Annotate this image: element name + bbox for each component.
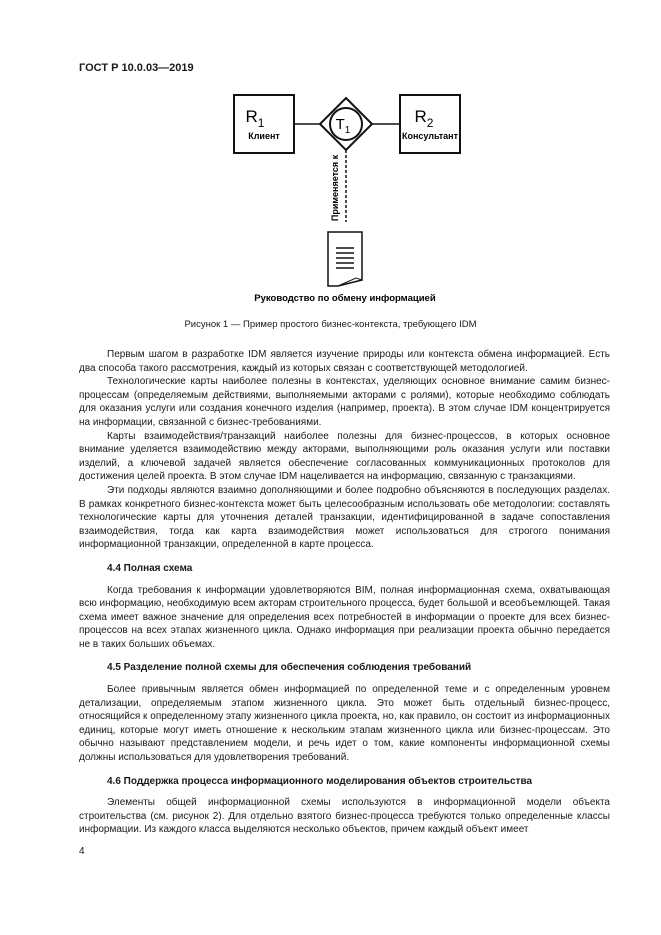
figure-1-diagram [0, 0, 661, 340]
paragraph: Технологические карты наиболее полезны в контекстах, уделяющих основное внимание самим бизнес-процессам (определяемым действиями, выполняемыми акторами с ролями), которые необходимо соблюдать для оказания услуги или создания конечного изделия (например, проекта). В этом случае IDM концентрируется на информации, связанной с бизнес-требованиями. [79, 376, 610, 428]
section-heading-4-6: 4.6 Поддержка процесса информационного моделирования объектов строительства [107, 775, 533, 787]
page-number: 4 [79, 846, 85, 857]
section-heading-4-5: 4.5 Разделение полной схемы для обеспечения соблюдения требований [107, 662, 472, 674]
figure-caption: Рисунок 1 — Пример простого бизнес-контекста, требующего IDM [184, 319, 477, 330]
client-node-symbol: $R_1$ [245, 107, 265, 130]
document-icon [328, 232, 362, 286]
document-code: ГОСТ Р 10.0.03—2019 [79, 62, 194, 74]
paragraph: Первым шагом в разработке IDM является изучение природы или контекста обмена информацией. Есть два способа такого рассмотрения, каждый из которых связан с соответствующей методологией. [79, 349, 610, 374]
paragraph: Более привычным является обмен информацией по определенной теме и с определенным уровнем детализации, определяемым этапом жизненного цикла. Это может быть отдельный бизнес-процесс, относящийся к определенному этапу жизненного цикла проекта, но, как правило, он состоит из информационных единиц, которые могут иметь отношение к нескольким этапам жизненного цикла или бизнес-процессам. Это обычно называют представлением модели, и речь идет о том, какие компоненты информационной схемы должны использоваться для удовлетворения требований. [79, 684, 610, 764]
section-heading-4-4: 4.4 Полная схема [107, 562, 193, 574]
paragraph: Элементы общей информационной схемы используются в информационной модели объекта строительства (см. рисунок 2). Для отдельно взятого бизнес-процесса требуются только определенные классы информации. Из каждого класса выделяются несколько объектов, причем каждый объект имеет [79, 797, 610, 836]
paragraph: Карты взаимодействия/транзакций наиболее полезны для бизнес-процессов, в которых основное внимание уделяется взаимодействию между акторами, выполняющими роль оказания услуги или поставки изделий, а ключевой задачей является обеспечение согласованных коммуникационных протоколов для достижения целей проекта. В этом случае IDM нацеливается на информацию, связанную с транзакциями. [79, 430, 610, 483]
idm-guide-label: Руководство по обмену информацией [254, 293, 436, 304]
consultant-node-symbol: $R_2$ [414, 107, 434, 130]
client-node-label: Клиент [248, 131, 280, 141]
paragraph: Эти подходы являются взаимно дополняющими и более подробно объясняются в последующих разделах. В рамках конкретного бизнес-контекста может быть целесообразным использовать обе методологии: составлять технологические карты для уточнения деталей транзакции, идентифицированной в задаче сопоставления взаимодействия, тогда как карта взаимодействия может использоваться для строгого понимания информационной транзакции, определенной в карте процесса. [79, 484, 610, 551]
paragraph: Когда требования к информации удовлетворяются BIM, полная информационная схема, охватывающая всю информацию, необходимую всем акторам строительного процесса, будет большой и всеобъемлющей. Такая схема имеет важное значение для определения всех потребностей в информации о проекте для всех бизнес-процессов на всех этапах жизненного цикла. Однако информация при реализации проекта обычно передается не в таких больших объемах. [79, 584, 610, 650]
consultant-node-label: Консультант [401, 131, 459, 141]
transaction-symbol: $T_1$ [335, 116, 351, 136]
applies-to-label: Применяется к [330, 154, 340, 222]
body-text [79, 348, 610, 837]
